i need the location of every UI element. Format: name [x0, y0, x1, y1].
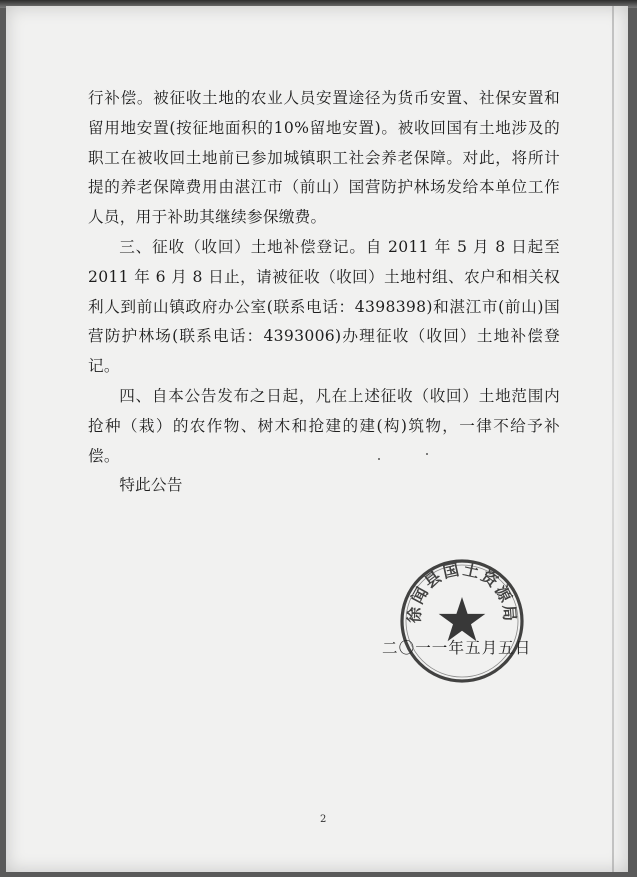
- official-seal-icon: [398, 557, 526, 685]
- paragraph-compensation-continued: 行补偿。被征收土地的农业人员安置途径为货币安置、社保安置和留用地安置(按征地面积的10%留地安置)。被收回国有土地涉及的职工在被收回土地前已参加城镇职工社会养老保障。对此，将所计提的养老保障费用由湛江市（前山）国营防护林场发给本单位工作人员，用于补助其继续参保缴费。: [88, 89, 560, 227]
- svg-text:徐闻县国土资源局: 徐闻县国土资源局: [404, 559, 520, 624]
- paragraph-registration: 三、征收（收回）土地补偿登记。自 2011 年 5 月 8 日起至 2011 年 6 月 8 日止，请被征收（收回）土地村组、农户和相关权利人到前山镇政府办公室(联系电话：4398398)和湛江市(前山)国营防护林场(联系电话：4393006)办理征收（收回）土地补偿登记。: [88, 237, 560, 376]
- closing-announcement: 特此公告: [119, 476, 183, 495]
- document-body: [88, 84, 560, 501]
- paragraph-no-compensation: 四、自本公告发布之日起，凡在上述征收（收回）土地范围内抢种（栽）的农作物、树木和抢建的建(构)筑物，一律不给予补偿。: [88, 386, 560, 465]
- page-number: 2: [320, 814, 327, 825]
- document-date: 二〇一一年五月五日: [382, 639, 532, 657]
